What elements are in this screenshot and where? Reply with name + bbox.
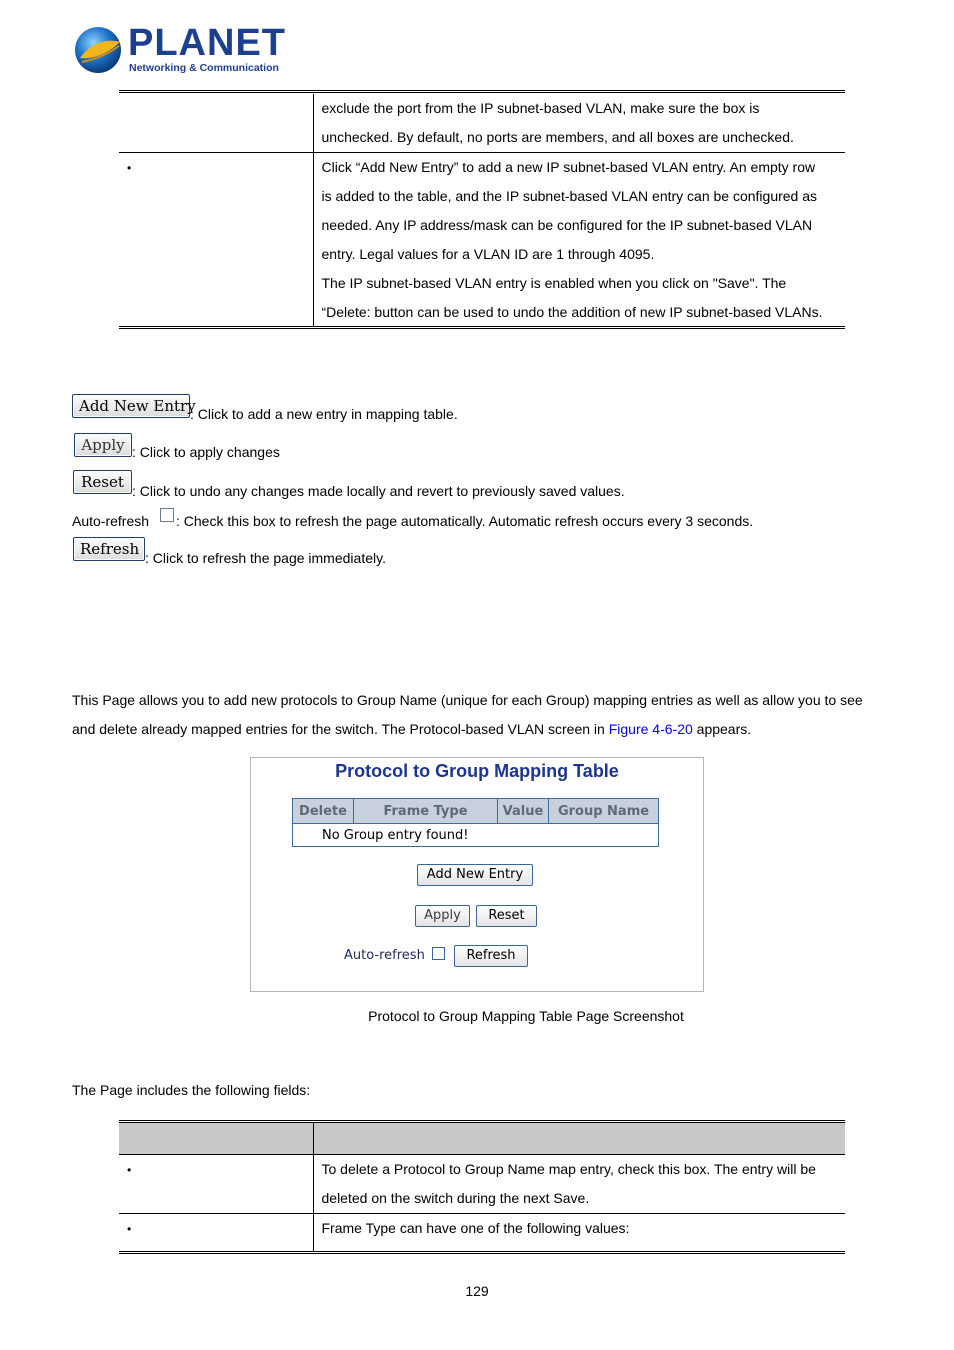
table-header-row [293, 799, 659, 824]
bullet: • [127, 1163, 132, 1177]
protocol-group-mapping-table [292, 798, 659, 847]
auto-refresh-checkbox[interactable] [160, 508, 174, 522]
logo-wordmark: PLANET [128, 22, 286, 64]
intro-line: This Page allows you to add new protocols to Group Name (unique for each Group) mapping entries as well as allow you to see [72, 692, 863, 708]
desc-line: is added to the table, and the IP subnet-based VLAN entry can be configured as [321, 188, 818, 204]
table-row [293, 824, 659, 847]
param-cell [119, 1214, 313, 1252]
add-new-entry-description: : Click to add a new entry in mapping table. [190, 406, 458, 422]
panel-reset-button[interactable]: Reset [476, 905, 537, 927]
planet-logo [72, 22, 286, 78]
auto-refresh-description: : Check this box to refresh the page automatically. Automatic refresh occurs every 3 seconds. [176, 513, 754, 529]
desc-line: Frame Type can have one of the following values: [321, 1220, 630, 1236]
panel-auto-refresh-label: Auto-refresh [344, 948, 425, 963]
globe-icon [72, 24, 124, 76]
description-cell [313, 1155, 845, 1214]
fields-intro: The Page includes the following fields: [72, 1082, 311, 1098]
protocol-group-mapping-screenshot [250, 757, 704, 992]
param-cell [119, 1155, 313, 1214]
add-new-entry-button[interactable]: Add New Entry [72, 394, 190, 418]
table1-bottom-rule [119, 326, 845, 329]
table-row [119, 1214, 845, 1252]
column-header-group-name: Group Name [549, 799, 659, 824]
fields-description-table [119, 1123, 845, 1252]
description-cell [313, 94, 845, 153]
table-row [119, 1155, 845, 1214]
apply-description: : Click to apply changes [132, 444, 280, 460]
apply-button[interactable]: Apply [74, 433, 132, 457]
empty-message: No Group entry found! [293, 824, 498, 847]
desc-line: “Delete: button can be used to undo the addition of new IP subnet-based VLANs. [321, 304, 823, 320]
page-number: 129 [465, 1283, 489, 1299]
intro-line: and delete already mapped entries for the switch. The Protocol-based VLAN screen in Figure 4-6-20 appears. [72, 721, 752, 737]
bullet: • [127, 161, 132, 175]
desc-line: unchecked. By default, no ports are members, and all boxes are unchecked. [321, 129, 794, 145]
panel-add-new-entry-button[interactable]: Add New Entry [417, 864, 533, 886]
desc-line: exclude the port from the IP subnet-based VLAN, make sure the box is [321, 100, 760, 116]
desc-line: deleted on the switch during the next Save. [321, 1190, 590, 1206]
table2-bottom-rule [119, 1251, 845, 1254]
description-cell [313, 153, 845, 328]
panel-auto-refresh-checkbox[interactable] [432, 947, 445, 960]
figure-link[interactable]: Figure 4-6-20 [608, 721, 693, 737]
table-row [119, 153, 845, 328]
table1-top-rule [119, 90, 845, 93]
refresh-button[interactable]: Refresh [73, 537, 145, 561]
reset-button[interactable]: Reset [73, 470, 132, 494]
figure-caption: Protocol to Group Mapping Table Page Screenshot [368, 1008, 684, 1024]
param-cell [119, 153, 313, 328]
ip-subnet-vlan-description-table [119, 94, 845, 327]
column-header-delete: Delete [293, 799, 354, 824]
param-cell [119, 94, 313, 153]
desc-line: To delete a Protocol to Group Name map entry, check this box. The entry will be [321, 1161, 816, 1177]
desc-line: Click “Add New Entry” to add a new IP subnet-based VLAN entry. An empty row [321, 159, 816, 175]
auto-refresh-label: Auto-refresh [72, 513, 150, 529]
logo-tagline: Networking & Communication [129, 62, 279, 74]
panel-apply-button[interactable]: Apply [415, 905, 470, 927]
column-header-value: Value [498, 799, 549, 824]
reset-description: : Click to undo any changes made locally and revert to previously saved values. [132, 483, 625, 499]
table-header-row [119, 1123, 845, 1155]
intro-paragraph [72, 686, 892, 744]
table-row [119, 94, 845, 153]
refresh-description: : Click to refresh the page immediately. [145, 550, 386, 566]
desc-line: entry. Legal values for a VLAN ID are 1 through 4095. [321, 246, 655, 262]
description-cell [313, 1214, 845, 1252]
panel-refresh-button[interactable]: Refresh [454, 945, 528, 967]
column-header-frame-type: Frame Type [354, 799, 498, 824]
bullet: • [127, 1222, 132, 1236]
desc-line: The IP subnet-based VLAN entry is enabled when you click on "Save". The [321, 275, 787, 291]
desc-line: needed. Any IP address/mask can be configured for the IP subnet-based VLAN [321, 217, 813, 233]
mapping-table-title: Protocol to Group Mapping Table [335, 761, 619, 781]
